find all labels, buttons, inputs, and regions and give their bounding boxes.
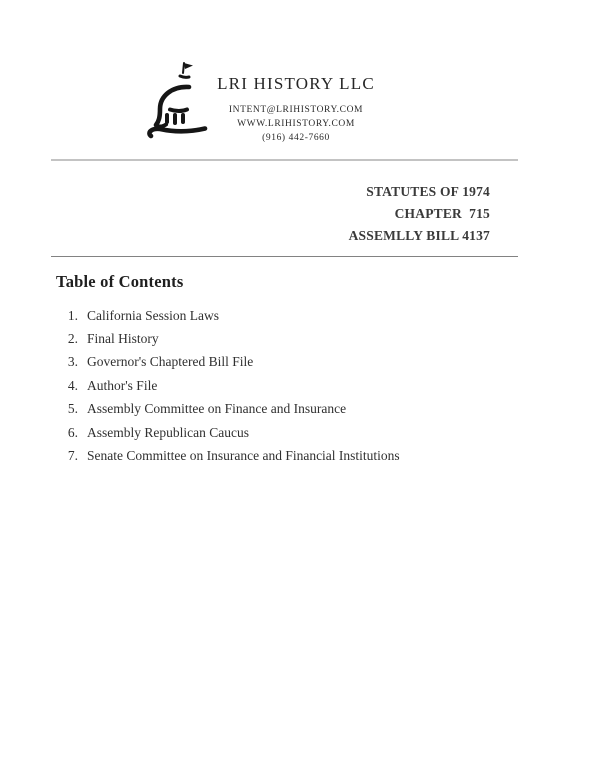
toc-item-label: Assembly Committee on Finance and Insurance bbox=[87, 401, 347, 417]
toc-item-label: Senate Committee on Insurance and Financial Institutions bbox=[87, 448, 400, 464]
toc-item-label: Final History bbox=[87, 331, 159, 347]
toc-item-number: 4. bbox=[67, 377, 78, 393]
company-email: INTENT@LRIHISTORY.COM bbox=[228, 105, 364, 115]
toc-item bbox=[52, 444, 400, 467]
bill-line: ASSEMLLY BILL 4137 bbox=[348, 228, 490, 243]
toc-list bbox=[52, 304, 400, 468]
toc-item-label: Author's File bbox=[87, 377, 158, 393]
letterhead bbox=[176, 74, 416, 145]
toc-item-number: 1. bbox=[67, 307, 78, 323]
toc-item-label: Governor's Chaptered Bill File bbox=[87, 354, 254, 370]
toc-item-label: Assembly Republican Caucus bbox=[87, 424, 249, 440]
statute-reference bbox=[349, 181, 490, 247]
chapter-line: CHAPTER 715 bbox=[394, 206, 490, 221]
company-phone: (916) 442-7660 bbox=[262, 133, 330, 143]
toc-item-number: 5. bbox=[67, 401, 78, 417]
toc-item bbox=[52, 304, 400, 327]
company-name: LRI HISTORY LLC bbox=[217, 74, 375, 93]
toc-item bbox=[52, 421, 400, 444]
toc-item-number: 7. bbox=[67, 448, 78, 464]
toc-item-label: California Session Laws bbox=[87, 307, 219, 323]
toc-item bbox=[52, 351, 400, 374]
flag-icon bbox=[184, 63, 193, 69]
toc-item-number: 3. bbox=[67, 354, 78, 370]
company-website: WWW.LRIHISTORY.COM bbox=[237, 119, 355, 129]
divider-bottom bbox=[51, 256, 518, 257]
toc-item bbox=[52, 374, 400, 397]
divider-top bbox=[51, 159, 518, 161]
toc-item bbox=[52, 327, 400, 350]
toc-title: Table of Contents bbox=[56, 272, 184, 291]
toc-item-number: 6. bbox=[67, 424, 78, 440]
toc-item-number: 2. bbox=[67, 331, 78, 347]
statutes-line: STATUTES OF 1974 bbox=[366, 184, 490, 199]
toc-item bbox=[52, 398, 400, 421]
